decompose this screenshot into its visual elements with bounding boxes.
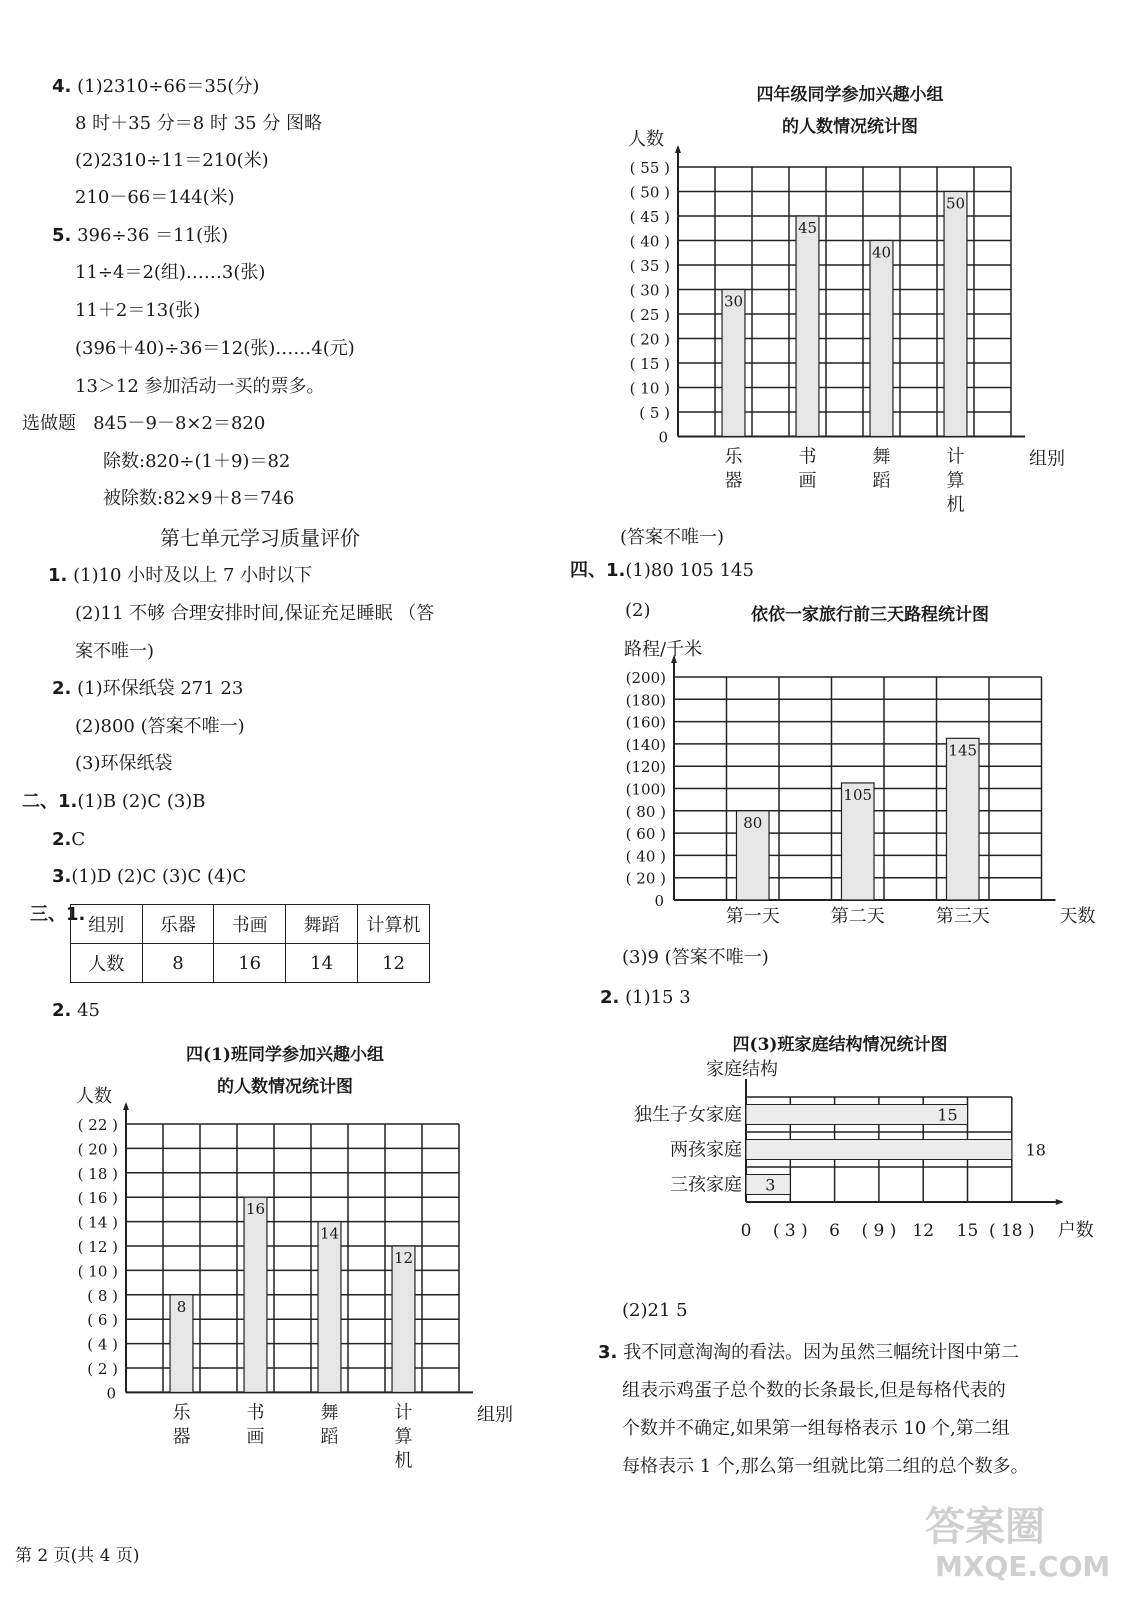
q5-row1: 5. 396÷36 ＝11(张) [52,225,229,246]
q5-row3: 11＋2＝13(张) [75,300,201,321]
table-header-cell: 舞蹈 [286,905,358,944]
chart3-svg [600,1055,1115,1285]
y-tick-label: (200) [625,669,666,687]
y-tick-label: ( 60 ) [625,825,666,844]
bar-value-label: 40 [871,243,892,262]
chart1-svg [600,125,1100,525]
x-category-label: 算 [946,470,965,492]
bar-value-label: 12 [393,1249,414,1267]
table-header-cell: 书画 [214,905,286,944]
table-header-cell: 组别 [71,905,143,944]
table-cell: 14 [286,944,358,983]
bar-value-label: 30 [723,292,744,311]
chart4-subtitle: 的人数情况统计图 [217,1077,353,1097]
y-category-label: 三孩家庭 [670,1174,742,1196]
x-tick-label: 6 [829,1221,841,1241]
table-cell: 16 [214,944,286,983]
x-category-label: 器 [172,1426,191,1448]
y-category-label: 独生子女家庭 [634,1104,742,1126]
bar [870,241,893,437]
y-axis-title: 路程/千米 [624,639,703,660]
interest-group-table [70,904,430,983]
q4-row3: (2)2310÷11＝210(米) [75,150,269,171]
bar-value-label: 14 [319,1224,340,1243]
x-tick-label: 0 [740,1221,752,1241]
chart1-subtitle: 的人数情况统计图 [782,117,918,137]
x-category-label: 书 [246,1402,265,1424]
q4-row1: 4. (1)2310÷66＝35(分) [52,76,260,97]
bar [796,216,819,437]
table-cell: 人数 [71,944,143,983]
y-tick-label: ( 4 ) [87,1335,118,1354]
y-tick-label: ( 80 ) [625,802,666,821]
table-cell: 8 [142,944,214,983]
y-tick-label: 0 [654,892,664,910]
chart4-title: 四(1)班同学参加兴趣小组 [186,1045,384,1065]
x-tick-label: ( 3 ) [772,1221,808,1241]
watermark-logo: 答案圈 [925,1504,1045,1550]
y-tick-label: 0 [658,428,668,447]
y-tick-label: (120) [625,758,666,777]
table-row [71,944,430,983]
table-cell: 12 [358,944,430,983]
t1-label: 三、1. [30,904,86,925]
t2-row: 2. 45 [52,1000,101,1021]
y-tick-label: ( 5 ) [639,404,670,422]
y-tick-label: ( 35 ) [629,257,670,275]
x-axis-arrow-icon [1056,1199,1064,1205]
s2-row2: (2)800 (答案不唯一) [75,716,245,737]
bar-value-label: 105 [843,785,873,804]
y-tick-label: ( 8 ) [87,1286,118,1305]
y-tick-label: ( 20 ) [77,1140,118,1159]
q5-row5: 13＞12 参加活动一买的票多。 [75,376,325,397]
x-category-label: 蹈 [872,470,891,492]
x-axis-title: 组别 [477,1404,513,1426]
y-tick-label: ( 2 ) [87,1360,118,1378]
x-category-label: 乐 [172,1402,191,1424]
x-axis-title: 组别 [1029,448,1065,470]
chart4-svg [40,1080,520,1480]
x-category-label: 画 [246,1426,265,1448]
bar [946,738,979,900]
y-tick-label: ( 22 ) [77,1116,118,1134]
watermark-url: MXQE.COM [935,1550,1111,1583]
y-tick-label: ( 16 ) [77,1189,118,1208]
y-tick-label: ( 15 ) [629,355,670,373]
y-tick-label: (180) [625,691,666,710]
bar [244,1197,267,1392]
table-row [71,905,430,944]
ans-note1: (答案不唯一) [620,527,725,548]
x-category-label: 书 [798,446,817,468]
x-category-label: 蹈 [320,1426,339,1448]
x-category-label: 乐 [724,446,743,468]
xz-row3: 被除数:82×9＋8＝746 [103,488,295,509]
unit-title: 第七单元学习质量评价 [160,526,360,550]
bar [392,1246,415,1392]
y-axis-title: 人数 [628,129,664,150]
x-category-label: 机 [394,1450,413,1472]
y-tick-label: ( 14 ) [77,1213,118,1232]
bar-value-label: 50 [945,194,966,213]
bar-value-label: 8 [176,1297,187,1316]
y-tick-label: (140) [625,735,666,754]
e1-row: 二、1.(1)B (2)C (3)B [22,791,206,812]
bar [746,1105,968,1125]
x-tick-label: 15 [956,1221,979,1241]
page-footer: 第 2 页(共 4 页) [15,1546,140,1566]
y-tick-label: (100) [625,780,666,799]
y-tick-label: 0 [106,1384,116,1403]
x-category-label: 第一天 [725,906,780,927]
x-category-label: 第二天 [830,906,885,927]
x-axis-title: 户数 [1057,1220,1094,1241]
y-tick-label: ( 10 ) [629,379,670,398]
bar-value-label: 145 [948,741,978,760]
x-category-label: 计 [946,446,965,468]
y-axis-title: 人数 [76,1086,112,1107]
bar [746,1140,1012,1160]
chart3-title: 四(3)班家庭结构情况统计图 [732,1035,948,1055]
xz-row2: 除数:820÷(1＋9)＝82 [103,451,291,472]
r3-row4: 每格表示 1 个,那么第一组就比第二组的总个数多。 [622,1456,1029,1477]
y-tick-label: ( 25 ) [629,306,670,324]
y-axis-arrow-icon [123,1102,129,1110]
chart1-title: 四年级同学参加兴趣小组 [756,85,944,105]
q5-row4: (396＋40)÷36＝12(张)……4(元) [75,338,355,359]
chart2-title: 依依一家旅行前三天路程统计图 [751,605,989,625]
r2-row2: (2)21 5 [622,1300,688,1321]
table-header-cell: 计算机 [358,905,430,944]
e2-row: 2.C [52,829,86,850]
bar-value-label: 18 [1025,1140,1046,1160]
y-tick-label: ( 40 ) [625,847,666,866]
x-category-label: 机 [946,494,965,516]
r3-row2: 组表示鸡蛋子总个数的长条最长,但是每格代表的 [622,1380,1006,1401]
s1-row1: 1. (1)10 小时及以上 7 小时以下 [48,565,313,586]
x-category-label: 第三天 [935,906,990,927]
bar [722,290,745,437]
xz-row1: 选做题 845－9－8×2＝820 [22,413,266,434]
r3-row1: 3. 我不同意淘淘的看法。因为虽然三幅统计图中第二 [598,1342,1020,1363]
x-axis-title: 天数 [1059,906,1096,927]
bar-value-label: 45 [797,219,818,237]
r2-row1: 2. (1)15 3 [600,987,691,1008]
x-category-label: 舞 [872,446,891,468]
y-tick-label: ( 20 ) [625,869,666,888]
q5-row2: 11÷4＝2(组)……3(张) [75,262,266,283]
y-tick-label: (160) [625,713,666,732]
bar-value-label: 16 [245,1200,266,1219]
s2-row3: (3)环保纸袋 [75,753,173,774]
s1-row2: (2)11 不够 合理安排时间,保证充足睡眠 （答 [75,603,435,624]
bar [318,1222,341,1393]
y-tick-label: ( 55 ) [629,159,670,177]
x-tick-label: 12 [912,1221,935,1241]
r4-row3: (3)9 (答案不唯一) [622,947,769,968]
bar-value-label: 80 [743,813,763,832]
x-category-label: 计 [394,1402,413,1424]
y-axis-arrow-icon [675,145,681,153]
x-category-label: 算 [394,1426,413,1448]
y-axis-title: 家庭结构 [706,1059,778,1080]
y-tick-label: ( 30 ) [629,281,670,300]
bar-value-label: 15 [937,1105,958,1125]
s2-row1: 2. (1)环保纸袋 271 23 [52,678,244,699]
x-tick-label: ( 18 ) [988,1221,1035,1241]
chart2-svg [600,625,1110,940]
x-category-label: 器 [724,470,743,492]
x-category-label: 画 [798,470,817,492]
x-category-label: 舞 [320,1402,339,1424]
s1-row3: 案不唯一) [75,641,155,662]
y-tick-label: ( 10 ) [77,1262,118,1281]
r4-row2: (2) [625,600,651,621]
q4-row2: 8 时＋35 分＝8 时 35 分 图略 [75,113,323,134]
y-tick-label: ( 18 ) [77,1164,118,1183]
e3-row: 3.(1)D (2)C (3)C (4)C [52,866,247,887]
bar-value-label: 3 [765,1175,776,1195]
r4-row1: 四、1.(1)80 105 145 [570,560,754,581]
y-tick-label: ( 12 ) [77,1238,118,1256]
y-tick-label: ( 6 ) [87,1311,118,1330]
table-header-cell: 乐器 [142,905,214,944]
y-tick-label: ( 40 ) [629,232,670,251]
r3-row3: 个数并不确定,如果第一组每格表示 10 个,第二组 [622,1418,1010,1439]
bar [944,192,967,437]
y-tick-label: ( 50 ) [629,183,670,202]
q4-row4: 210－66＝144(米) [75,187,235,208]
y-category-label: 两孩家庭 [670,1139,742,1161]
y-tick-label: ( 20 ) [629,330,670,349]
y-tick-label: ( 45 ) [629,208,670,226]
x-tick-label: ( 9 ) [861,1221,897,1241]
